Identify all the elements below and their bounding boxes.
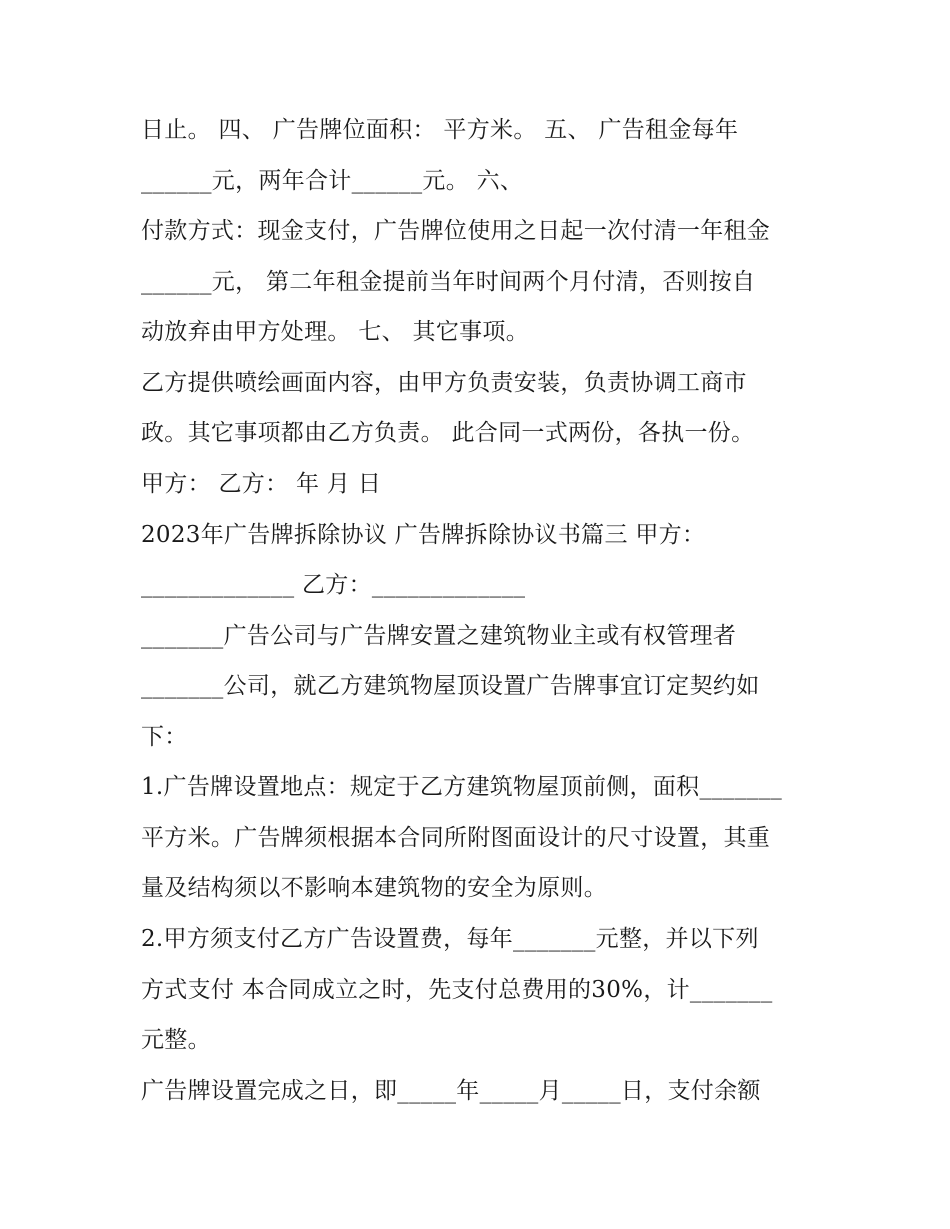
- text-line: 广告牌设置完成之日，即_____年_____月_____日，支付余额: [141, 1078, 761, 1104]
- text-line: _____________ 乙方：_____________: [141, 572, 526, 598]
- text-line: _______公司，就乙方建筑物屋顶设置广告牌事宜订定契约如: [141, 673, 760, 699]
- text-line: 2023年广告牌拆除协议 广告牌拆除协议书篇三 甲方：: [141, 522, 706, 548]
- text-line: 1.广告牌设置地点：规定于乙方建筑物屋顶前侧，面积_______: [141, 774, 783, 800]
- text-line: 2.甲方须支付乙方广告设置费，每年_______元整，并以下列: [141, 926, 759, 952]
- text-line: 甲方： 乙方： 年 月 日: [141, 471, 382, 497]
- text-line: 量及结构须以不影响本建筑物的安全为原则。: [141, 875, 607, 901]
- text-line: _______广告公司与广告牌安置之建筑物业主或有权管理者: [141, 623, 737, 649]
- text-line: 付款方式：现金支付，广告牌位使用之日起一次付清一年租金: [141, 218, 771, 244]
- text-line: 乙方提供喷绘画面内容，由甲方负责安装，负责协调工商市: [141, 370, 747, 396]
- text-line: ______元， 第二年租金提前当年时间两个月付清，否则按自: [141, 269, 756, 295]
- text-line: 平方米。广告牌须根据本合同所附图面设计的尺寸设置，其重: [141, 825, 771, 851]
- text-line: ______元，两年合计______元。 六、: [141, 168, 524, 194]
- text-line: 政。其它事项都由乙方负责。 此合同一式两份，各执一份。: [141, 420, 755, 446]
- text-line: 元整。: [141, 1027, 211, 1053]
- text-line: 下：: [141, 724, 188, 750]
- text-line: 动放弃由甲方处理。 七、 其它事项。: [141, 319, 530, 345]
- text-line: 方式支付 本合同成立之时，先支付总费用的30%，计_______: [141, 977, 773, 1003]
- text-line: 日止。 四、 广告牌位面积： 平方米。 五、 广告租金每年: [141, 117, 739, 143]
